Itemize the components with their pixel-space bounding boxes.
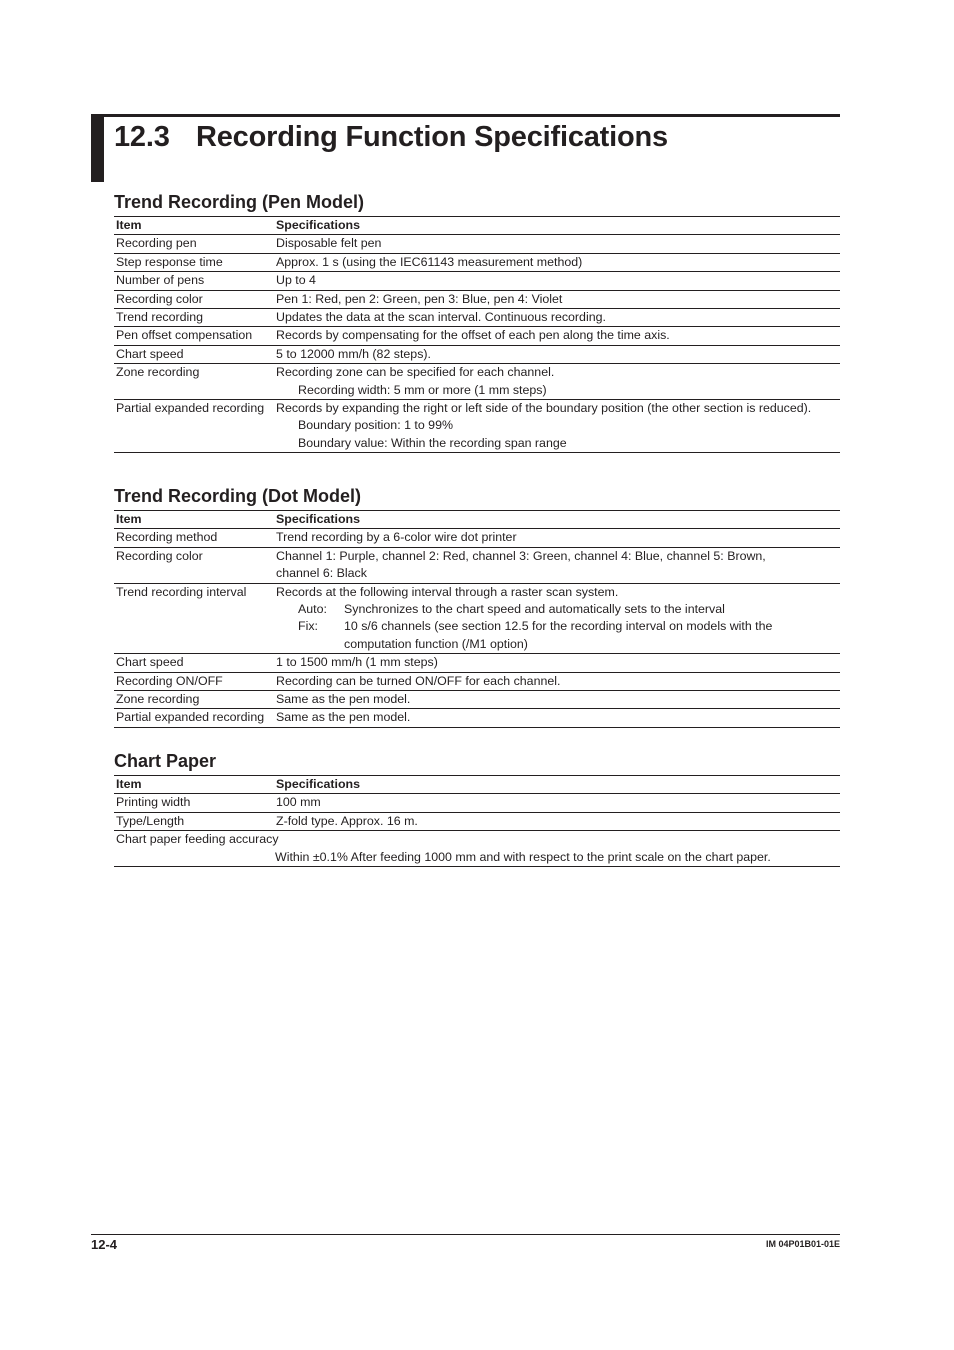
row-item: Type/Length [116,813,185,828]
table-row [114,364,840,400]
auto-interval-line [276,601,840,618]
row-spec: Up to 4 [276,273,316,288]
chart-paper-section [114,750,840,867]
page-title [114,121,668,154]
table-row [114,235,840,253]
table-row [114,672,840,690]
row-spec [273,583,840,654]
table-row [114,691,840,709]
row-item: Recording ON/OFF [116,673,223,688]
row-spec-sub: Recording width: 5 mm or more (1 mm steps) [298,382,547,397]
title-rule [104,114,840,117]
row-item: Recording color [116,291,203,306]
fix-label: Fix: [298,619,318,634]
row-spec: Within ±0.1% After feeding 1000 mm and with respect to the print scale on the chart paper. [275,849,771,864]
spec-column-header: Specifications [273,511,840,529]
row-spec: Same as the pen model. [276,692,411,707]
row-spec: 5 to 12000 mm/h (82 steps). [276,346,431,361]
table-row [114,654,840,672]
table-row [114,327,840,345]
row-item: Zone recording [116,692,200,707]
row-item: Pen offset compensation [116,328,253,343]
row-spec: Z-fold type. Approx. 16 m. [276,813,418,828]
chart-paper-heading: Chart Paper [114,751,217,771]
table-header-row [114,776,840,794]
accuracy-row-cell [114,831,840,867]
table-row [114,831,840,867]
row-spec: 100 mm [276,795,321,810]
row-item: Zone recording [116,365,200,380]
row-spec-sub: Boundary position: 1 to 99% [298,418,453,433]
item-column-header: Item [114,776,273,794]
pen-model-section [114,191,840,453]
row-spec: Trend recording by a 6-color wire dot printer [276,530,517,545]
row-spec: Pen 1: Red, pen 2: Green, pen 3: Blue, pen 4: Violet [276,291,563,306]
fix-interval-line [276,618,840,653]
pen-model-heading: Trend Recording (Pen Model) [114,192,365,212]
row-spec-main: Recording zone can be specified for each channel. [276,365,555,380]
row-spec: Recording can be turned ON/OFF for each channel. [276,673,561,688]
table-row [114,709,840,727]
table-row [114,309,840,327]
row-spec: Updates the data at the scan interval. Continuous recording. [276,310,606,325]
row-spec: Channel 1: Purple, channel 2: Red, channel 3: Green, channel 4: Blue, channel 5: Brown, channel 6: Black [276,548,766,581]
item-column-header: Item [114,217,273,235]
table-header-row [114,217,840,235]
row-item: Chart speed [116,346,184,361]
fix-value: 10 s/6 channels (see section 12.5 for the recording interval on models with the computation function (/M1 option) [344,619,773,651]
auto-label: Auto: [298,602,327,617]
row-spec-sub: Boundary value: Within the recording span range [298,435,567,450]
dot-model-section [114,485,840,728]
table-row [114,583,840,654]
row-item: Partial expanded recording [116,710,265,725]
table-row [114,812,840,830]
spec-column-header: Specifications [273,217,840,235]
row-spec: Records by compensating for the offset of each pen along the time axis. [276,328,670,343]
chart-paper-table [114,775,840,867]
section-number: 12.3 [114,121,170,153]
auto-value: Synchronizes to the chart speed and automatically sets to the interval [344,602,725,617]
pen-model-table [114,216,840,453]
row-spec: Approx. 1 s (using the IEC61143 measurement method) [276,254,583,269]
row-spec: 1 to 1500 mm/h (1 mm steps) [276,655,438,670]
row-item: Partial expanded recording [116,401,265,416]
row-spec [273,400,840,453]
table-row [114,400,840,453]
table-row [114,272,840,290]
dot-model-table [114,510,840,728]
row-item: Recording color [116,548,203,563]
row-spec: Same as the pen model. [276,710,411,725]
row-spec: Disposable felt pen [276,236,382,251]
row-item: Recording pen [116,236,197,251]
row-item: Number of pens [116,273,205,288]
table-row [114,253,840,271]
row-item: Trend recording [116,310,204,325]
row-item: Chart speed [116,655,184,670]
row-item: Recording method [116,530,218,545]
table-row [114,547,840,583]
table-row [114,290,840,308]
row-item: Trend recording interval [116,584,247,599]
document-id: IM 04P01B01-01E [765,1239,840,1249]
item-column-header: Item [114,511,273,529]
row-spec [273,364,840,400]
table-row [114,794,840,812]
row-item: Step response time [116,254,223,269]
row-spec-main: Records by expanding the right or left side of the boundary position (the other section is reduced). [276,401,812,416]
table-row [114,345,840,363]
dot-model-heading: Trend Recording (Dot Model) [114,486,361,506]
page-number: 12-4 [91,1237,118,1252]
row-spec-main: Records at the following interval through a raster scan system. [276,584,619,599]
chapter-side-bar [91,114,104,182]
section-title: Recording Function Specifications [196,121,668,153]
spec-column-header: Specifications [273,776,840,794]
footer-rule [91,1234,840,1235]
table-row [114,529,840,547]
row-item: Chart paper feeding accuracy [116,832,279,847]
table-header-row [114,511,840,529]
row-item: Printing width [116,795,191,810]
